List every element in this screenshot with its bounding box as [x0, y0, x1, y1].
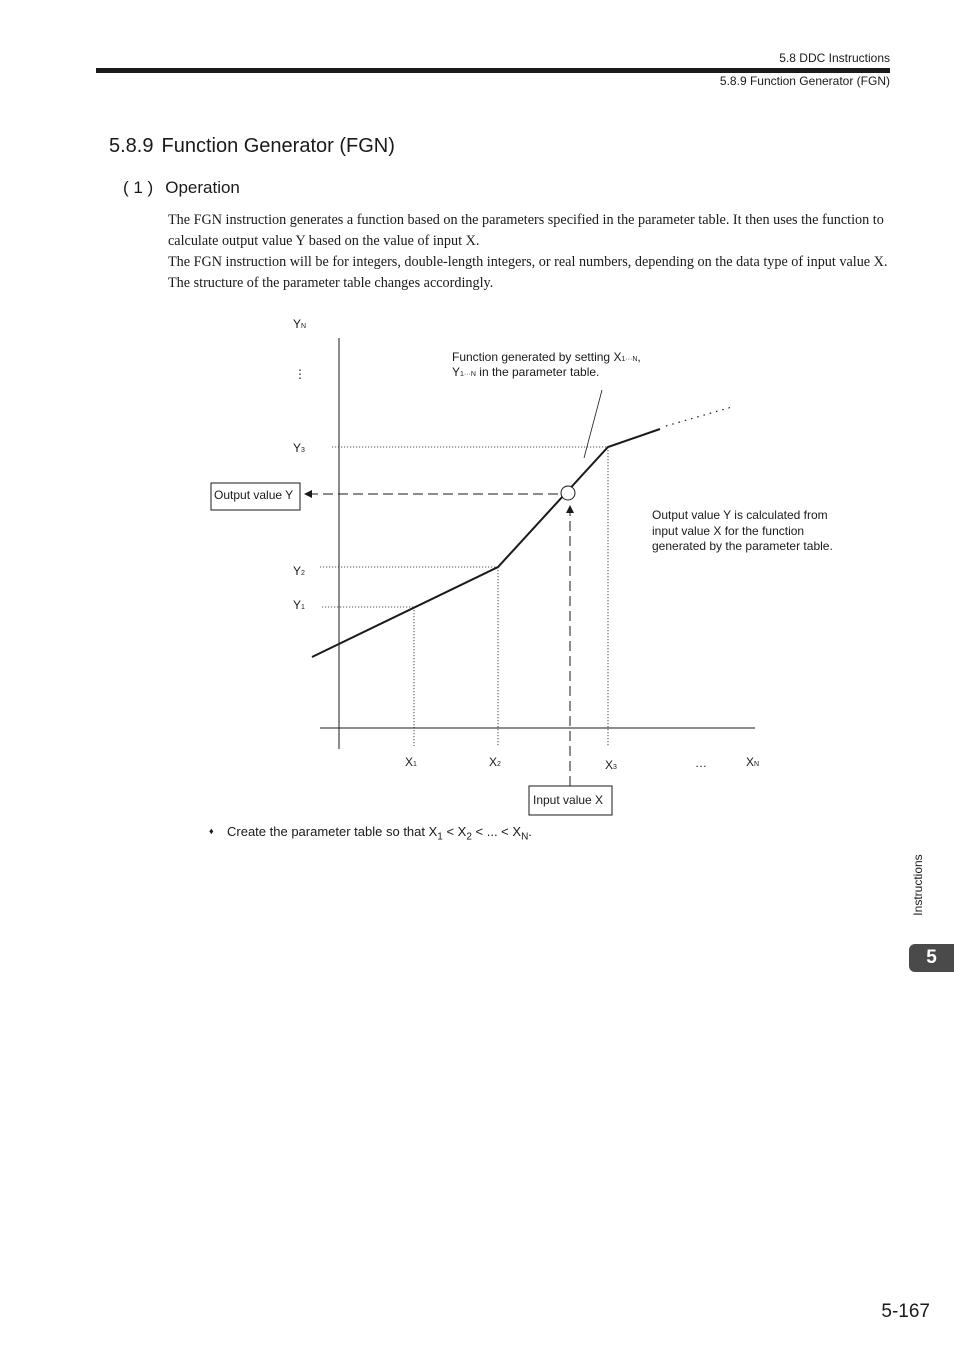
- input-value-label: Input value X: [533, 793, 604, 807]
- callout-function-line1: Function generated by setting X1···N,: [452, 350, 641, 364]
- subsection-title: Operation: [165, 178, 240, 197]
- x-label-3: X3: [605, 758, 617, 772]
- x-label-ellipsis: …: [695, 756, 707, 770]
- function-continuation: [666, 407, 732, 426]
- header-section: 5.8 DDC Instructions: [779, 51, 890, 65]
- chapter-tab: 5: [909, 944, 954, 972]
- y-label-1: Y1: [293, 598, 305, 612]
- callout-leader: [584, 390, 602, 458]
- section-number: 5.8.9: [109, 135, 154, 157]
- x-label-2: X2: [489, 755, 501, 769]
- bullet-icon: ♦: [209, 826, 214, 836]
- side-tab-label: Instructions: [911, 854, 925, 916]
- callout-output-line3: generated by the parameter table.: [652, 539, 833, 553]
- callout-output-line1: Output value Y is calculated from: [652, 508, 828, 522]
- subsection-number: ( 1 ): [123, 178, 154, 197]
- section-title: Function Generator (FGN): [161, 135, 395, 157]
- operating-point: [561, 486, 575, 500]
- page-number: 5-167: [881, 1301, 930, 1322]
- parameter-note: ♦ Create the parameter table so that $X_1 < X_2$ < ... < $X_N$.: [209, 824, 532, 843]
- y-label-n: YN: [293, 317, 307, 331]
- x-label-1: X1: [405, 755, 417, 769]
- y-label-ellipsis: ⋮: [294, 367, 306, 381]
- y-label-3: Y3: [293, 441, 305, 455]
- callout-function-line2: Y1···N in the parameter table.: [452, 365, 600, 379]
- header-subsection: 5.8.9 Function Generator (FGN): [719, 74, 890, 88]
- callout-output-line2: input value X for the function: [652, 524, 805, 538]
- y-label-2: Y2: [293, 564, 305, 578]
- paragraph: The FGN instruction generates a function based on the parameters specified in the parameter table. It then uses the function to calculate output value Y based on the value of input X.: [168, 212, 884, 249]
- paragraph: The FGN instruction will be for integers, double-length integers, or real numbers, depending on the data type of input value X. The structure of the parameter table changes accordingly.: [168, 254, 888, 291]
- output-value-label: Output value Y: [214, 488, 294, 502]
- x-label-n: XN: [746, 755, 760, 769]
